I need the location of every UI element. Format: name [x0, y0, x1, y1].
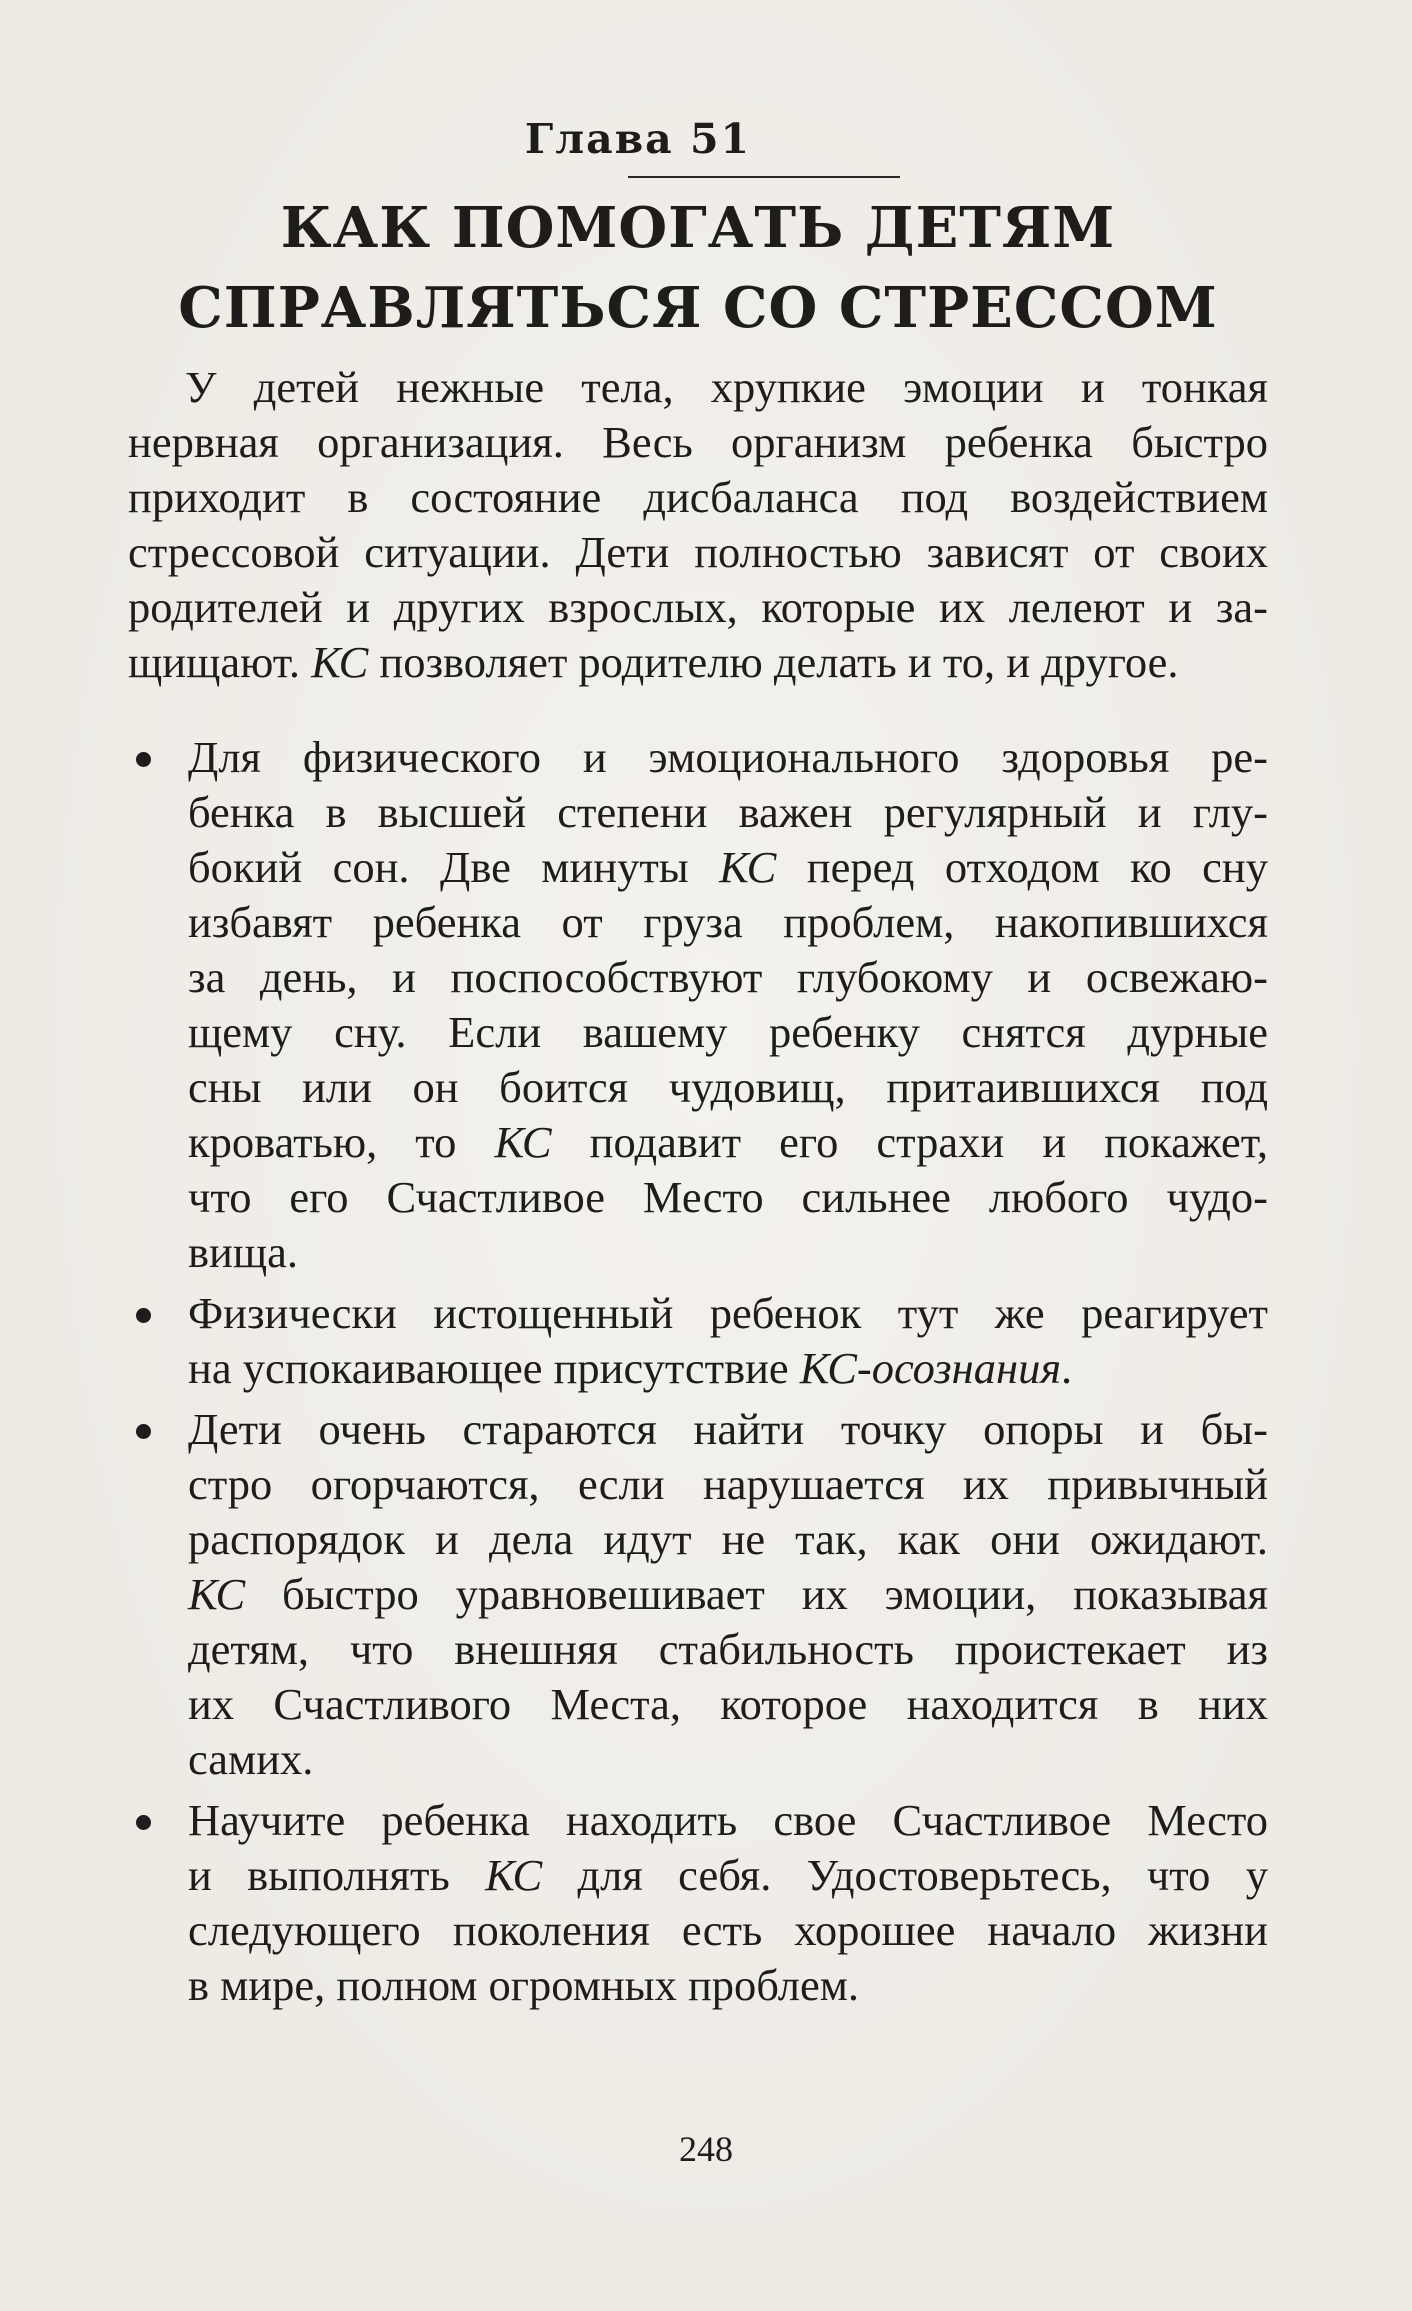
- text-line: родителей и других взрослых, которые их лелеют и за-: [128, 582, 1268, 632]
- text-line: КС быстро уравновешивает их эмоции, показывая: [188, 1569, 1268, 1619]
- list-item: [128, 1402, 1268, 1787]
- chapter-title-line-2: СПРАВЛЯТЬСЯ СО СТРЕССОМ: [178, 275, 1218, 341]
- text-line: следующего поколения есть хорошее начало жизни: [188, 1905, 1268, 1955]
- bullet-icon: [136, 1815, 151, 1830]
- abbreviation-ks: КС-осознания: [799, 1343, 1062, 1393]
- chapter-divider: [628, 176, 900, 178]
- text-line: Для физического и эмоционального здоровья ре-: [188, 732, 1268, 782]
- bullet-icon: [136, 1424, 151, 1439]
- page-number: 248: [679, 2129, 733, 2169]
- bullet-icon: [136, 752, 151, 767]
- text-line: У детей нежные тела, хрупкие эмоции и тонкая: [185, 362, 1268, 412]
- abbreviation-ks: КС: [485, 1850, 543, 1900]
- text-line: Физически истощенный ребенок тут же реагирует: [188, 1288, 1268, 1338]
- text-line: за день, и поспособствуют глубокому и освежаю-: [188, 952, 1268, 1002]
- list-item: [128, 730, 1268, 1280]
- chapter-body: [128, 360, 1268, 2013]
- text-line: самих.: [188, 1734, 314, 1784]
- text-line: Научите ребенка находить свое Счастливое Место: [188, 1795, 1268, 1845]
- text-line: на успокаивающее присутствие КС-осознания.: [188, 1343, 1073, 1393]
- text-line: вища.: [188, 1227, 298, 1277]
- text-line: бокий сон. Две минуты КС перед отходом ко сну: [188, 842, 1268, 892]
- text-line: сны или он боится чудовищ, притаившихся под: [188, 1062, 1268, 1112]
- abbreviation-ks: КС: [719, 842, 777, 892]
- intro-paragraph: [128, 360, 1268, 690]
- chapter-title-line-1: КАК ПОМОГАТЬ ДЕТЯМ: [280, 195, 1116, 261]
- bullet-icon: [136, 1308, 151, 1323]
- chapter-title: [128, 188, 1268, 348]
- abbreviation-ks: КС: [494, 1117, 552, 1167]
- text-line: Дети очень стараются найти точку опоры и бы-: [188, 1404, 1268, 1454]
- text-line: детям, что внешняя стабильность проистекает из: [188, 1624, 1268, 1674]
- text-line: и выполнять КС для себя. Удостоверьтесь, что у: [188, 1850, 1268, 1900]
- text-line: приходит в состояние дисбаланса под воздействием: [128, 472, 1268, 522]
- text-line: стро огорчаются, если нарушается их привычный: [188, 1459, 1268, 1509]
- text-line: избавят ребенка от груза проблем, накопившихся: [188, 897, 1268, 947]
- text-line: их Счастливого Места, которое находится в них: [188, 1679, 1268, 1729]
- text-line: нервная организация. Весь организм ребенка быстро: [128, 417, 1268, 467]
- text-line: что его Счастливое Место сильнее любого чудо-: [188, 1172, 1268, 1222]
- text-line: кроватью, то КС подавит его страхи и покажет,: [188, 1117, 1268, 1167]
- text-line: распорядок и дела идут не так, как они ожидают.: [188, 1514, 1268, 1564]
- text-line: щему сну. Если вашему ребенку снятся дурные: [188, 1007, 1268, 1057]
- abbreviation-ks: КС: [311, 637, 369, 687]
- text-line: щищают. КС позволяет родителю делать и то, и другое.: [128, 637, 1179, 687]
- list-item: [128, 1286, 1268, 1396]
- list-item: [128, 1793, 1268, 2013]
- page-content: [128, 110, 1268, 2019]
- chapter-label: Глава 51: [524, 115, 752, 163]
- text-line: в мире, полном огромных проблем.: [188, 1960, 860, 2010]
- text-line: бенка в высшей степени важен регулярный и глу-: [188, 787, 1268, 837]
- abbreviation-ks: КС: [188, 1569, 246, 1619]
- text-line: стрессовой ситуации. Дети полностью зависят от своих: [128, 527, 1268, 577]
- tips-list: [128, 730, 1268, 2013]
